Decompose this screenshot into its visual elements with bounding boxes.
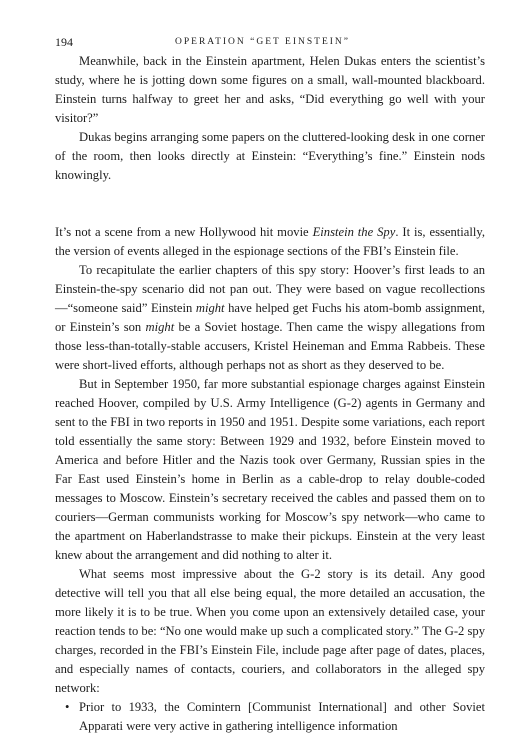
movie-title: Einstein the Spy — [312, 225, 396, 239]
page-header — [55, 34, 485, 50]
paragraph-text: . It is, essentially, the version of events alleged in the espionage sections of the FBI’s Einstein file. — [55, 225, 485, 258]
paragraph: But in September 1950, far more substantial espionage charges against Einstein reached Hoover, compiled by U.S. Army Intelligence (G-2) agents in Germany and sent to the FBI in two reports in 1950 and 1951. Despite some variations, each report told essentially the same story: Between 1929 and 1932, before Einstein moved to America and before Hitler and the Nazis took over Germany, Russian spies in the Far East used Einstein’s home in Berlin as a cable-drop to relay double-coded messages to Moscow. Einstein’s secretary received the cables and passed them on to couriers—German communists working for Moscow’s spy network—who came to the apartment on Haberlandstrasse to make their pickups. Einstein at the very least knew about the arrangement and did nothing to alter it. — [55, 377, 485, 562]
page-number: 194 — [55, 35, 73, 49]
paragraph: Dukas begins arranging some papers on the cluttered-looking desk in one corner of the room, then looks directly at Einstein: “Everything’s fine.” Einstein nods knowingly. — [55, 130, 485, 182]
paragraph — [55, 261, 485, 375]
running-head: OPERATION “GET EINSTEIN” — [175, 37, 350, 47]
bullet-item — [55, 698, 485, 736]
paragraph-text: To recapitulate the earlier chapters of this spy story: Hoover’s first leads to an Einstein-the-spy scenario did not pan out. They were based on vague recollections—“someone said” Einstein — [55, 263, 485, 315]
paragraph — [55, 223, 485, 261]
paragraph-text: have helped get Fuchs his atom-bomb assignment, or Einstein’s son — [55, 301, 486, 334]
body-text — [55, 52, 485, 736]
paragraph-text: It’s not a scene from a new Hollywood hit movie — [55, 225, 313, 239]
emphasis: might — [145, 320, 175, 334]
bullet-mark: • — [65, 700, 70, 714]
section-break — [55, 185, 485, 223]
emphasis: might — [195, 301, 225, 315]
paragraph: What seems most impressive about the G-2 story is its detail. Any good detective will tell you that all else being equal, the more detailed an accusation, the more likely it is to be true. When you come upon an extensively detailed case, your reaction tends to be: “No one would make up such a complicated story.” The G-2 spy charges, recorded in the FBI’s Einstein File, include page after page of dates, places, and especially names of contacts, couriers, and collaborators in the alleged spy network: — [55, 567, 485, 695]
paragraph: Meanwhile, back in the Einstein apartment, Helen Dukas enters the scientist’s study, where he is jotting down some figures on a small, wall-mounted blackboard. Einstein turns halfway to greet her and asks, “Did everything go well with your visitor?” — [55, 54, 485, 125]
paragraph-text: be a Soviet hostage. Then came the wispy allegations from those less-than-totally-stable accusers, Kristel Heineman and Emma Rabbeis. These were short-lived efforts, although perhaps not as short as they deserved to be. — [55, 320, 485, 372]
bullet-text: Prior to 1933, the Comintern [Communist International] and other Soviet Apparati were very active in gathering intelligence information — [79, 700, 485, 733]
